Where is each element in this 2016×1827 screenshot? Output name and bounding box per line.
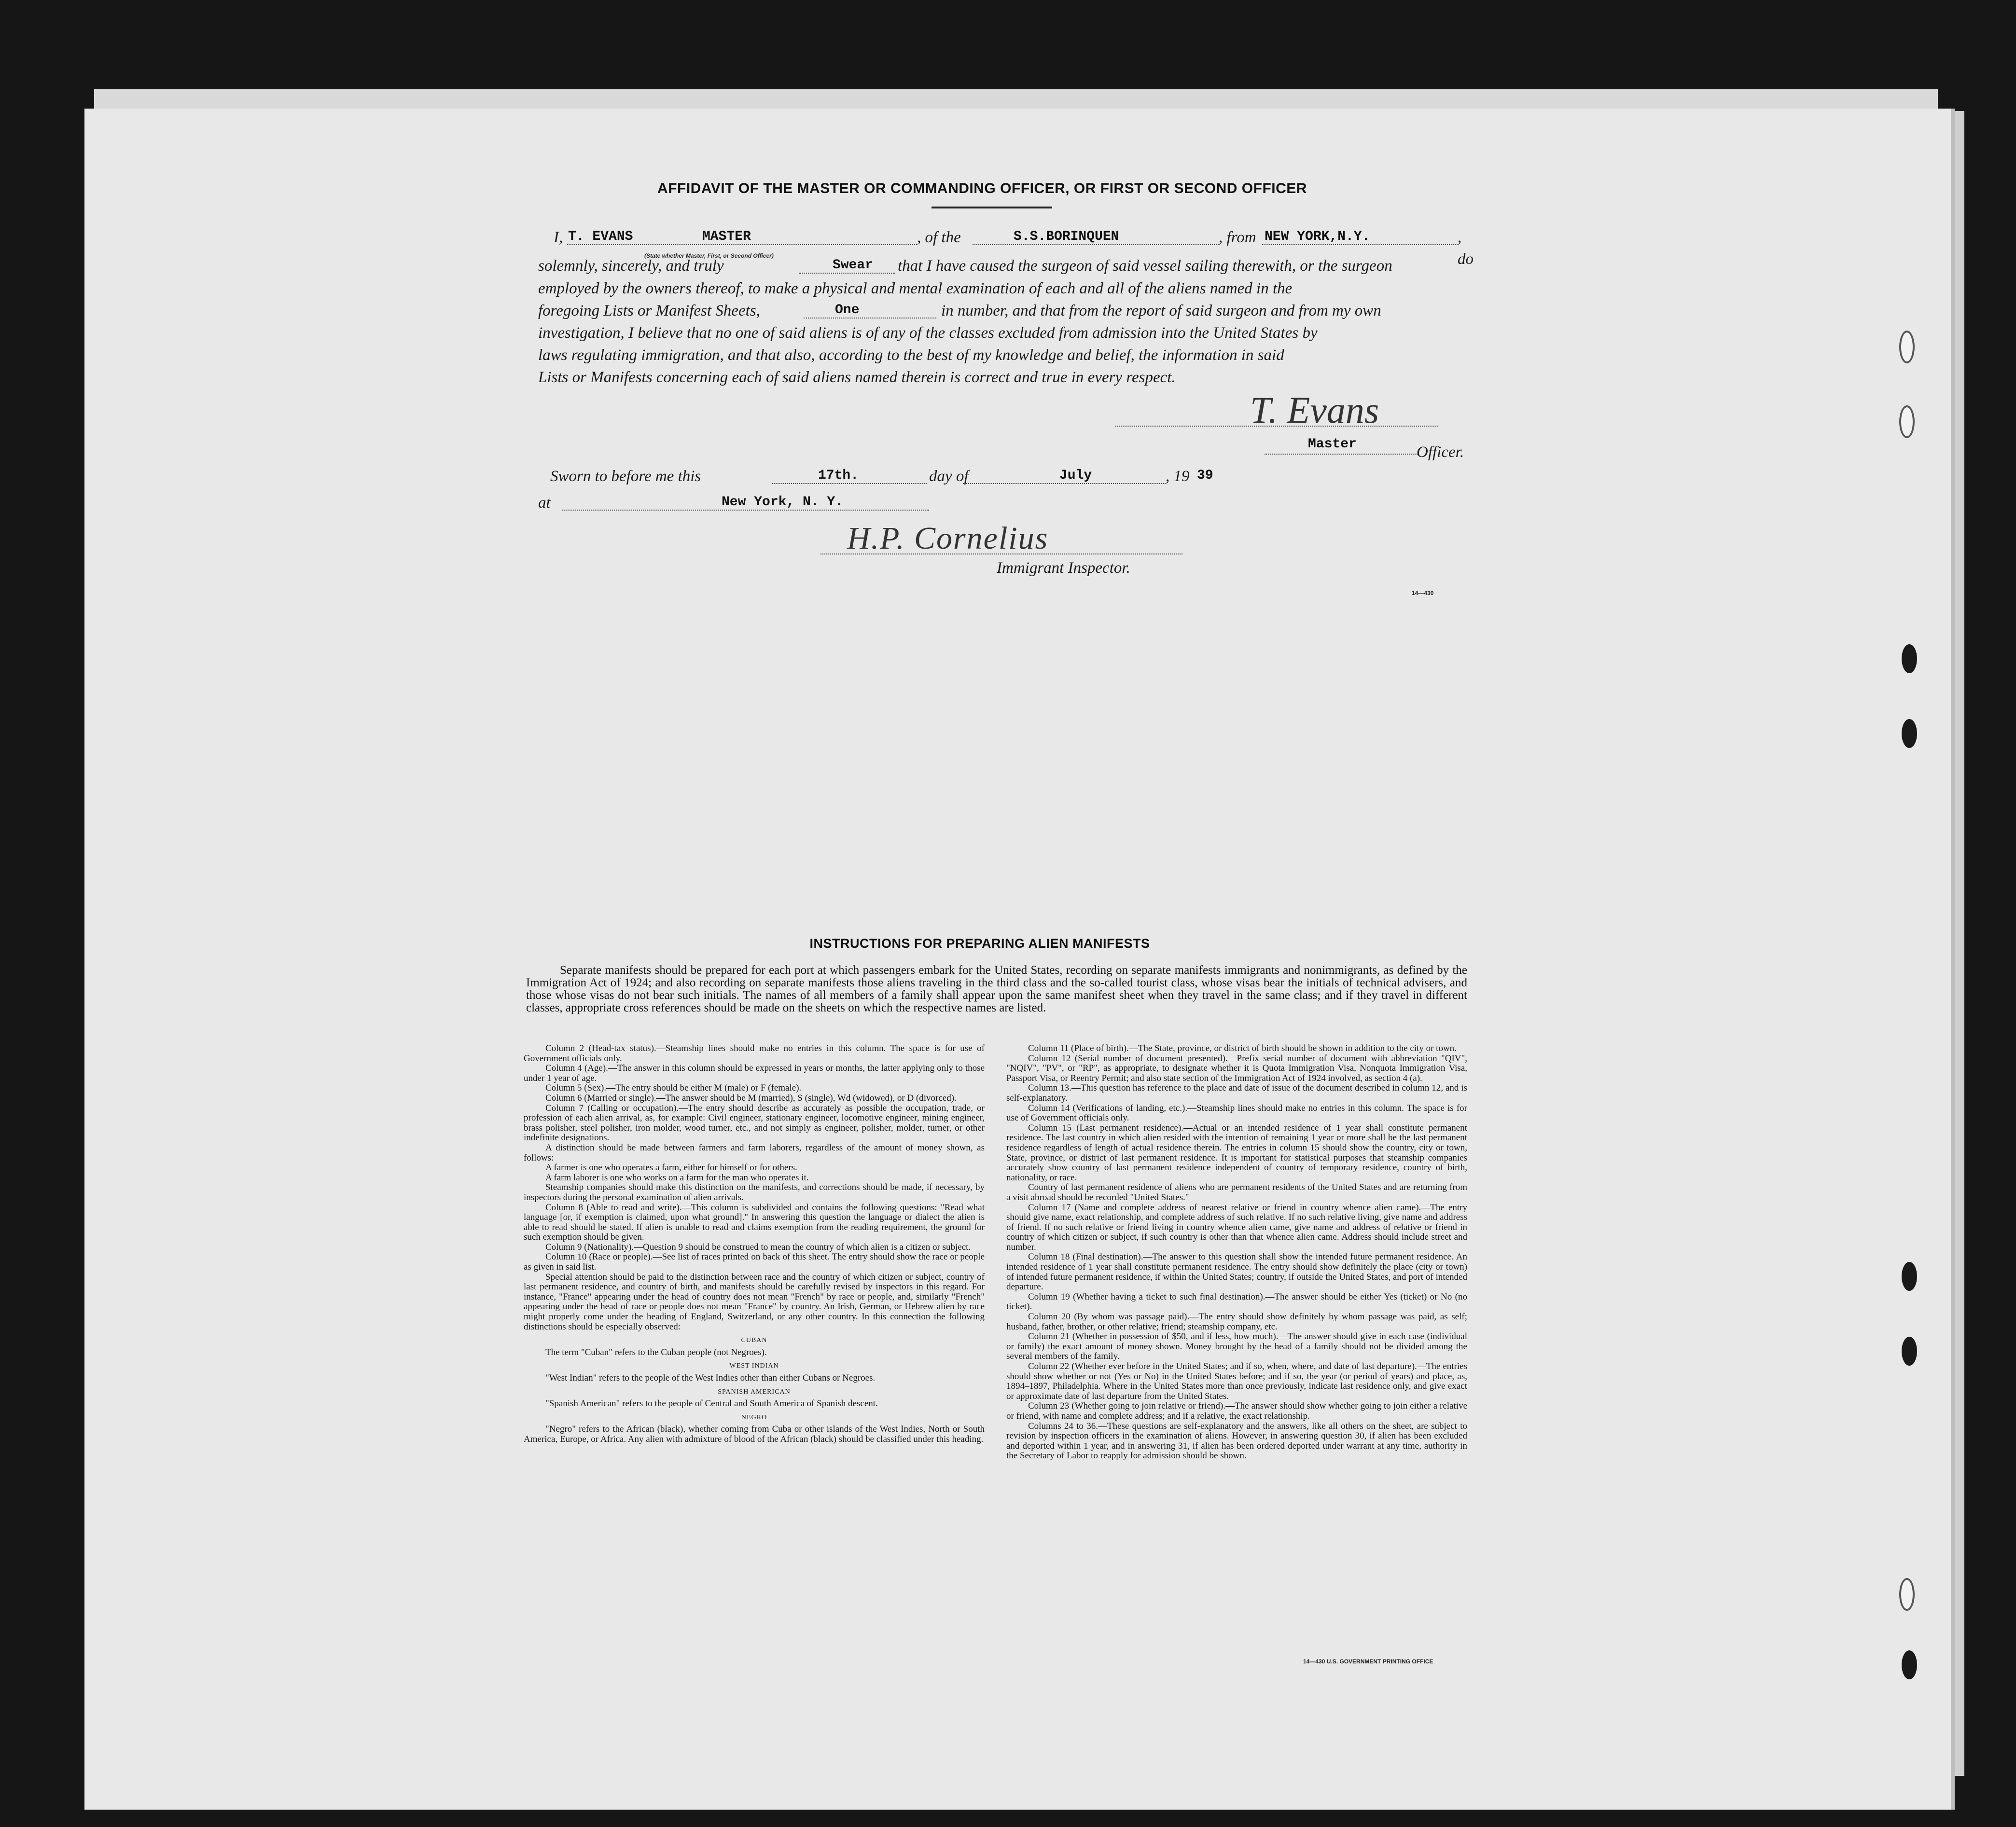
binder-hole (1902, 719, 1917, 748)
binder-hole (1902, 644, 1917, 673)
blank-line (1265, 453, 1419, 455)
instruction-paragraph: A distinction should be made between farmers and farm laborers, regardless of the amount of money shown, as follows: (524, 1142, 985, 1163)
instruction-paragraph: Column 13.—This question has reference to the place and date of issue of the document described in column 12, and is self-explanatory. (1006, 1083, 1467, 1103)
instruction-paragraph: Column 17 (Name and complete address of nearest relative or friend in country whence alien came).—The entry should give name, exact relationship, and complete address of such relative. If no such relative living, give name and address of friend. If no such relative or friend living in country whence alien came, give name and address of relative or friend in country of which citizen or subject, if such country is other than that whence alien came. Address should include street and number. (1006, 1202, 1467, 1252)
signature-line (1115, 425, 1438, 427)
blank-line (562, 509, 929, 511)
instructions-title: INSTRUCTIONS FOR PREPARING ALIEN MANIFESTS (809, 936, 1150, 951)
inspector-signature: H.P. Cornelius (847, 521, 1049, 556)
sworn-month: July (1059, 468, 1092, 483)
instruction-paragraph: Country of last permanent residence of aliens who are permanent residents of the United States and are returning from a visit abroad should be recorded "United States." (1006, 1182, 1467, 1203)
affidavit-text: in number, and that from the report of said surgeon and from my own (941, 302, 1381, 319)
binder-hole (1899, 405, 1915, 438)
departure-port: NEW YORK,N.Y. (1265, 229, 1370, 244)
instruction-paragraph: Column 18 (Final destination).—The answer to this question shall show the intended future permanent residence. An intended residence of 1 year shall constitute permanent residence. The entry should show definitely the place (city or town) of intended future permanent residence, if within the United States; country, if outside the United States, and port of intended departure. (1006, 1252, 1467, 1292)
of-the-text: , of the (917, 229, 961, 246)
instruction-paragraph: Column 4 (Age).—The answer in this column should be expressed in years or months, the latter applying only to those under 1 year of age. (524, 1063, 985, 1083)
sworn-day: 17th. (818, 468, 859, 483)
instruction-paragraph: Column 15 (Last permanent residence).—Actual or an intended residence of 1 year shall constitute permanent residence. The last country in which alien resided with the intention of remaining 1 year or more shall be the last permanent residence regardless of length of actual residence therein. The entries in column 15 should show the country, city or town, State, province, or district of last permanent residence. It is important for statistical purposes that steamship companies accurately show country of last permanent residence independent of country of temporary residence, country of birth, nationality, or race. (1006, 1122, 1467, 1183)
rank-note: (State whether Master, First, or Second Officer) (644, 252, 774, 259)
affidavit-line-6: laws regulating immigration, and that also, according to the best of my knowledge and belief, the information in said (538, 346, 1284, 364)
sworn-text: Sworn to before me this (550, 468, 701, 485)
binder-hole (1902, 1650, 1917, 1679)
instruction-paragraph: Steamship companies should make this distinction on the manifests, and corrections should be made, if necessary, by inspectors during the personal examination of alien arrivals. (524, 1182, 985, 1203)
section-text: The term "Cuban" refers to the Cuban people (not Negroes). (545, 1347, 767, 1357)
printing-office-footer: 14—430 U.S. GOVERNMENT PRINTING OFFICE (1303, 1658, 1433, 1665)
officer-signature: T. Evans (1250, 389, 1379, 431)
blank-line (799, 272, 895, 274)
binder-hole (1902, 1337, 1917, 1366)
section-text: "Negro" refers to the African (black), whether coming from Cuba or other islands of the West Indies, North or South America, Europe, or Africa. Any alien with admixture of blood of the African (black) should be classified under this heading. (524, 1424, 985, 1444)
instruction-paragraph: Column 23 (Whether going to join relative or friend).—The answer should show whether going to join either a relative or friend, with name and complete address; and if a relative, the exact relationship. (1006, 1401, 1467, 1421)
officer-name: T. EVANS (568, 229, 633, 244)
inspector-label: Immigrant Inspector. (997, 559, 1130, 577)
instruction-paragraph: Column 12 (Serial number of document presented).—Prefix serial number of document with abbreviation "QIV", "NQIV", "PV", or "RP", as appropriate, to designate whether it is Quota Immigration Visa, Nonquota Immigration Visa, Passport Visa, or Reentry Permit; and also state section of the Immigration Act of 1924 involved, as section 4 (a). (1006, 1053, 1467, 1083)
section-text: "West Indian" refers to the people of the West Indies other than either Cubans or Negroes. (545, 1373, 876, 1383)
affidavit-i: I, (554, 229, 563, 246)
instruction-paragraph: Column 22 (Whether ever before in the United States; and if so, when, where, and date of last departure).—The entries should show whether or not (Yes or No) in the United States before; and if so, the year (or period of years) and place, as, 1894–1897, Philadelphia. Where in the United States more than once previously, indicate last residence only, and give exact or approximate date of last departure from the United States. (1006, 1361, 1467, 1401)
affidavit-text: foregoing Lists or Manifest Sheets, (538, 302, 760, 319)
blank-line (772, 482, 927, 484)
instructions-left-column (524, 1044, 985, 1445)
instruction-paragraph: Column 10 (Race or people).—See list of races printed on back of this sheet. The entry should show the race or people as given in said list. (524, 1252, 985, 1273)
officer-label: Officer. (1417, 443, 1464, 461)
binder-hole (1899, 1578, 1915, 1611)
affidavit-line-2 (538, 255, 1479, 277)
section-heading: CUBAN (741, 1337, 767, 1344)
sworn-year: 39 (1197, 468, 1213, 483)
section-text: "Spanish American" refers to the people of Central and South America of Spanish descent. (545, 1398, 878, 1409)
from-text: , from (1219, 229, 1256, 246)
instructions-right-column (1006, 1044, 1467, 1461)
instruction-paragraph: Column 5 (Sex).—The entry should be either M (male) or F (female). (545, 1083, 802, 1093)
instruction-paragraph: A farmer is one who operates a farm, either for himself or for others. (545, 1163, 797, 1173)
section-heading: WEST INDIAN (729, 1362, 779, 1370)
instructions-intro: Separate manifests should be prepared for each port at which passengers embark for the United States, recording on separate manifests immigrants and nonimmigrants, as defined by the Immigration Act of 1924; and also recording on separate manifests those aliens traveling in the third class and the so-called tourist class, whose visas bear the initials of technical advisers, and those whose visas do not bear such initials. The names of all members of a family shall appear upon the same manifest sheet when they travel in the same class; and if they travel in different classes, appropriate cross references should be made on the sheets on which the respective names are listed. (526, 964, 1467, 1014)
officer-rank-field: MASTER (702, 229, 751, 244)
instruction-paragraph: A farm laborer is one who works on a farm for the man who operates it. (545, 1172, 809, 1183)
instruction-paragraph: Column 9 (Nationality).—Question 9 should be construed to mean the country of which alien is a citizen or subject. (545, 1242, 971, 1252)
instruction-paragraph: Special attention should be paid to the distinction between race and the country of which citizen or subject, country of last permanent residence, and country of birth, and manifests should be carefully revised by inspectors in this regard. For instance, "France" appearing under the head of country does not mean "French" by race or people, and, similarly "French" appearing under the head of race or people does not mean "France" by country. An Irish, German, or Hebrew alien by race might properly come under the heading of England, Switzerland, or any other country. In this connection the following distinctions should be especially observed: (524, 1272, 985, 1332)
section-heading: SPANISH AMERICAN (718, 1388, 791, 1396)
instruction-paragraph: Column 2 (Head-tax status).—Steamship lines should make no entries in this column. The space is for use of Government officials only. (524, 1043, 985, 1064)
instruction-paragraph: Column 20 (By whom was passage paid).—The entry should show definitely by whom passage was paid, as self; husband, father, brother, or other relative; friend; steamship company, etc. (1006, 1312, 1467, 1332)
affidavit-line-3: employed by the owners thereof, to make a physical and mental examination of each and all of the aliens named in the (538, 280, 1293, 297)
section-heading: NEGRO (741, 1413, 767, 1421)
title-rule (932, 207, 1052, 208)
oath-word: Swear (833, 258, 874, 273)
blank-line (1262, 243, 1458, 245)
affidavit-title: AFFIDAVIT OF THE MASTER OR COMMANDING OFFICER, OR FIRST OR SECOND OFFICER (657, 180, 1307, 196)
instruction-paragraph: Column 21 (Whether in possession of $50, and if less, how much).—The answer should give in each case (individual or family) the exact amount of money shown. Money brought by the head of a family should not be divided among the several members of the family. (1006, 1331, 1467, 1362)
at-line (538, 492, 1021, 514)
blank-line (804, 317, 936, 318)
binder-hole (1902, 1262, 1917, 1291)
instruction-paragraph: Column 6 (Married or single).—The answer should be M (married), S (single), Wd (widowed), or D (divorced). (545, 1093, 957, 1103)
instruction-paragraph: Column 14 (Verifications of landing, etc.).—Steamship lines should make no entries in this column. The space is for use of Government officials only. (1006, 1103, 1467, 1123)
alien-count: One (835, 303, 860, 318)
signature-line (820, 553, 1182, 554)
year-prefix: , 19 (1166, 468, 1190, 485)
instruction-paragraph: Column 7 (Calling or occupation).—The entry should describe as accurately as possible the occupation, trade, or profession of each alien arrival, as, for example: Civil engineer, stationary engineer, locomotive engineer, mining engineer, brass polisher, steel polisher, iron molder, wood turner, etc., and not simply as engineer, polisher, molder, turner, or other indefinite designations. (524, 1103, 985, 1143)
day-of-text: day of (929, 468, 969, 485)
instruction-paragraph: Columns 24 to 36.—These questions are self-explanatory and the answers, like all others on the sheet, are subject to revision by inspection officers in the examination of aliens. However, in answering question 30, if alien has been excluded and deported within 1 year, and in answering 31, if alien has been ordered deported under warrant at any time, authority in the Secretary of Labor to reapply for admission should be shown. (1006, 1421, 1467, 1461)
affidavit-line-4 (538, 300, 1479, 322)
do-text: , do (1458, 229, 1474, 268)
affidavit-text: solemnly, sincerely, and truly (538, 257, 724, 275)
affidavit-line-7: Lists or Manifests concerning each of said aliens named therein is correct and true in every respect. (538, 369, 1176, 386)
binder-hole (1899, 331, 1915, 363)
blank-line (973, 243, 1219, 245)
at-text: at (538, 494, 551, 512)
instruction-paragraph: Column 8 (Able to read and write).—This column is subdivided and contains the following questions: "Read what language [or, if exemption is claimed, upon what ground]." In answering this question the language or dialect the alien is able to read should be stated. If alien is unable to read and claims exemption from the reading requirement, the ground for such exemption should be given. (524, 1202, 985, 1243)
form-number: 14—430 (1412, 590, 1434, 596)
instruction-paragraph: Column 11 (Place of birth).—The State, province, or district of birth should be shown in addition to the city or town. (1028, 1043, 1457, 1053)
sworn-place: New York, N. Y. (722, 495, 844, 510)
vessel-name: S.S.BORINQUEN (1014, 229, 1119, 244)
affidavit-line-5: investigation, I believe that no one of said aliens is of any of the classes excluded from admission into the United States by (538, 324, 1318, 342)
blank-line (963, 482, 1166, 484)
officer-rank: Master (1308, 437, 1357, 452)
affidavit-text: that I have caused the surgeon of said vessel sailing therewith, or the surgeon (898, 257, 1392, 275)
instruction-paragraph: Column 19 (Whether having a ticket to such final destination).—The answer should be either Yes (ticket) or No (no ticket). (1006, 1291, 1467, 1312)
sworn-line (550, 466, 1274, 487)
